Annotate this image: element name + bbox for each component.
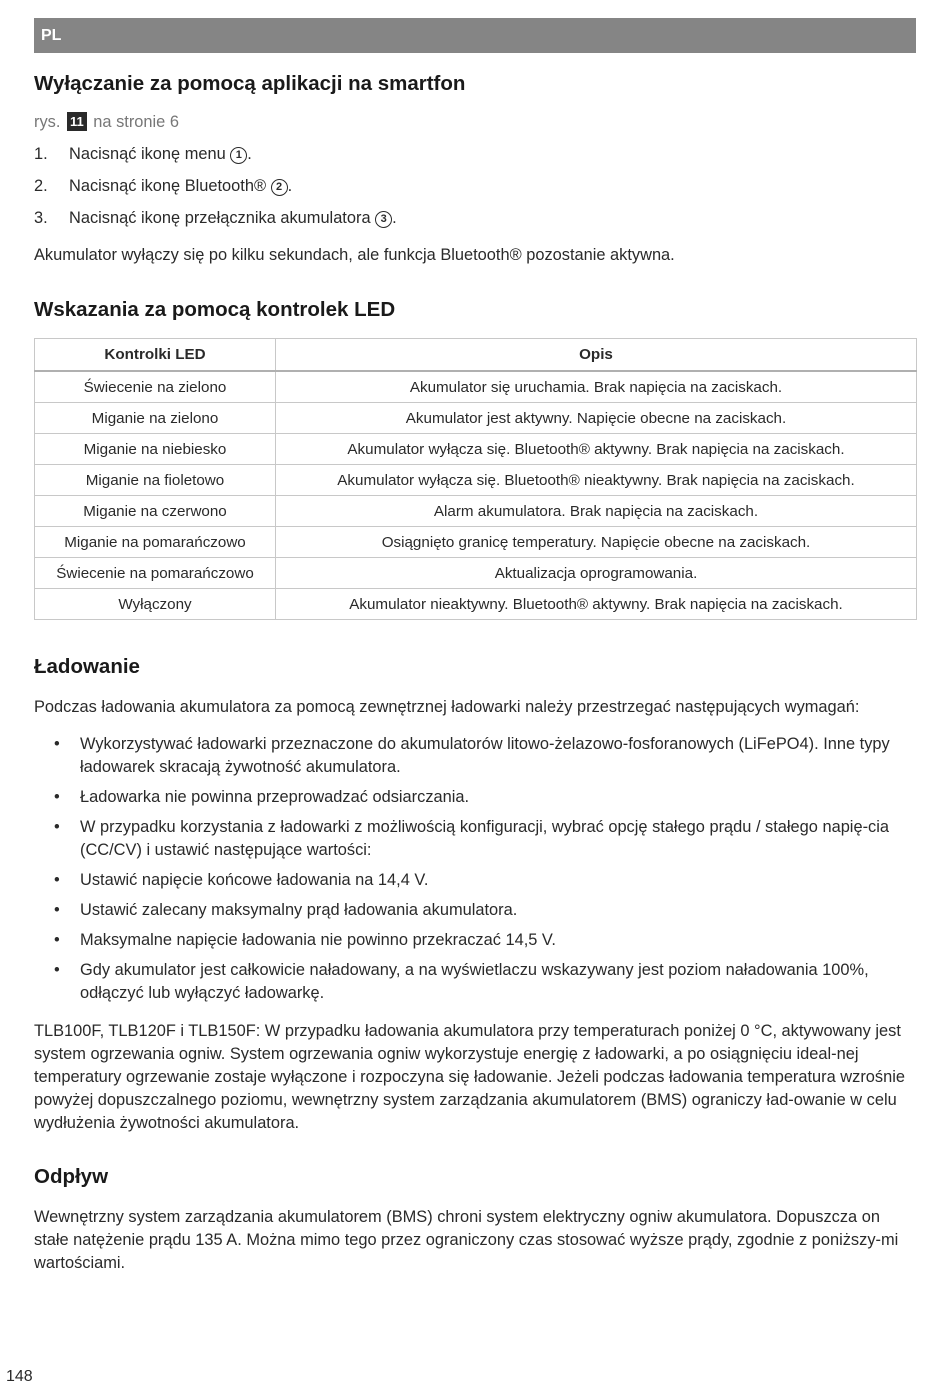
- description-cell: Akumulator się uruchamia. Brak napięcia na zaciskach.: [276, 371, 917, 403]
- list-item: [34, 733, 904, 779]
- bullet-icon: •: [54, 871, 60, 889]
- section-title-discharge: Odpływ: [34, 1165, 109, 1188]
- description-cell: Akumulator wyłącza się. Bluetooth® nieaktywny. Brak napięcia na zaciskach.: [276, 465, 917, 496]
- bullet-icon: •: [54, 931, 60, 949]
- table-row: [35, 434, 917, 465]
- description-cell: Akumulator wyłącza się. Bluetooth® aktywny. Brak napięcia na zaciskach.: [276, 434, 917, 465]
- figure-ref-suffix: na stronie 6: [93, 113, 179, 131]
- charging-requirements-list: [34, 733, 904, 1012]
- list-item: [34, 929, 904, 952]
- led-state-cell: Miganie na pomarańczowo: [35, 527, 276, 558]
- table-row: [35, 496, 917, 527]
- led-state-cell: Świecenie na pomarańczowo: [35, 558, 276, 589]
- figure-number-badge: 11: [67, 112, 87, 131]
- led-state-cell: Wyłączony: [35, 589, 276, 620]
- list-item-text: Maksymalne napięcie ładowania nie powinno przekraczać 14,5 V.: [80, 931, 556, 949]
- table-row: [35, 527, 917, 558]
- description-cell: Akumulator jest aktywny. Napięcie obecne na zaciskach.: [276, 403, 917, 434]
- charging-heating-paragraph: TLB100F, TLB120F i TLB150F: W przypadku ładowania akumulatora przy temperaturach poniżej 0 °C, aktywowany jest system ogrzewania ogniw. System ogrzewania ogniw wykorzystuje energię z ładowarki, a po osiągnięciu ideal-nej temperatury ogrzewanie zostaje wyłączone i rozpoczyna się ładowanie. Jeżeli podczas ładowania temperatura wzrośnie powyżej dopuszczalnego poziomu, wewnętrzny system zarządzania akumulatorem (BMS) ograniczy ład-owanie w celu wydłużenia żywotności akumulatora.: [34, 1022, 905, 1132]
- table-row: [35, 465, 917, 496]
- led-state-cell: Miganie na niebiesko: [35, 434, 276, 465]
- list-item: [34, 959, 904, 1005]
- led-state-cell: Miganie na fioletowo: [35, 465, 276, 496]
- charging-intro: Podczas ładowania akumulatora za pomocą zewnętrznej ładowarki należy przestrzegać następujących wymagań:: [34, 698, 860, 716]
- table-row: [35, 589, 917, 620]
- description-cell: Akumulator nieaktywny. Bluetooth® aktywny. Brak napięcia na zaciskach.: [276, 589, 917, 620]
- section-title-charging: Ładowanie: [34, 655, 140, 678]
- callout-marker: 3: [375, 211, 392, 228]
- column-header-led: Kontrolki LED: [35, 339, 276, 372]
- description-cell: Osiągnięto granicę temperatury. Napięcie obecne na zaciskach.: [276, 527, 917, 558]
- description-cell: Alarm akumulatora. Brak napięcia na zaciskach.: [276, 496, 917, 527]
- list-item: [34, 786, 904, 809]
- list-item: [34, 899, 904, 922]
- figure-reference: [34, 111, 179, 134]
- step-number: 2.: [34, 177, 48, 195]
- bullet-icon: •: [54, 901, 60, 919]
- section-title-app-shutdown: Wyłączanie za pomocą aplikacji na smartfon: [34, 72, 466, 95]
- bullet-icon: •: [54, 735, 60, 753]
- column-header-description: Opis: [276, 339, 917, 372]
- list-item-text: Ustawić zalecany maksymalny prąd ładowania akumulatora.: [80, 901, 518, 919]
- list-item-text: W przypadku korzystania z ładowarki z możliwością konfiguracji, wybrać opcję stałego prądu / stałego napię-cia (CC/CV) i ustawić następujące wartości:: [80, 818, 889, 859]
- callout-marker: 2: [271, 179, 288, 196]
- description-cell: Aktualizacja oprogramowania.: [276, 558, 917, 589]
- table-row: [35, 403, 917, 434]
- step-text: Nacisnąć ikonę menu: [69, 145, 226, 163]
- table-header-row: [35, 339, 917, 372]
- callout-marker: 1: [230, 147, 247, 164]
- section-title-led: Wskazania za pomocą kontrolek LED: [34, 298, 396, 321]
- discharge-paragraph: Wewnętrzny system zarządzania akumulatorem (BMS) chroni system elektryczny ogniw akumulatora. Dopuszcza on stałe natężenie prądu 135 A. Można mimo tego przez ograniczony czas stosować wyższe prądy, zgodnie z poniższy-mi wartościami.: [34, 1208, 899, 1272]
- list-item-text: Gdy akumulator jest całkowicie naładowany, a na wyświetlaczu wskazywany jest poziom naładowania 100%, odłączyć lub wyłączyć ładowarkę.: [80, 961, 869, 1002]
- led-state-cell: Miganie na czerwono: [35, 496, 276, 527]
- step-text: Nacisnąć ikonę Bluetooth®: [69, 177, 267, 195]
- language-header-bar: [34, 18, 916, 53]
- table-row: [35, 371, 917, 403]
- bullet-icon: •: [54, 788, 60, 806]
- shutdown-note: Akumulator wyłączy się po kilku sekundach, ale funkcja Bluetooth® pozostanie aktywna.: [34, 246, 675, 264]
- step-text: Nacisnąć ikonę przełącznika akumulatora: [69, 209, 371, 227]
- step-number: 3.: [34, 209, 48, 227]
- list-item-text: Wykorzystywać ładowarki przeznaczone do akumulatorów litowo-żelazowo-fosforanowych (LiFePO4). Inne typy ładowarek skracają żywotność akumulatora.: [80, 735, 890, 776]
- page-number: 148: [6, 1368, 33, 1385]
- language-code: PL: [41, 27, 62, 44]
- list-item: [34, 816, 904, 862]
- led-indicator-table: [34, 338, 917, 620]
- list-item-text: Ładowarka nie powinna przeprowadzać odsiarczania.: [80, 788, 470, 806]
- bullet-icon: •: [54, 818, 60, 836]
- bullet-icon: •: [54, 961, 60, 979]
- table-row: [35, 558, 917, 589]
- list-item-text: Ustawić napięcie końcowe ładowania na 14,4 V.: [80, 871, 429, 889]
- figure-ref-prefix: rys.: [34, 113, 61, 131]
- list-item: [34, 869, 904, 892]
- led-state-cell: Miganie na zielono: [35, 403, 276, 434]
- step-number: 1.: [34, 145, 48, 163]
- led-state-cell: Świecenie na zielono: [35, 371, 276, 403]
